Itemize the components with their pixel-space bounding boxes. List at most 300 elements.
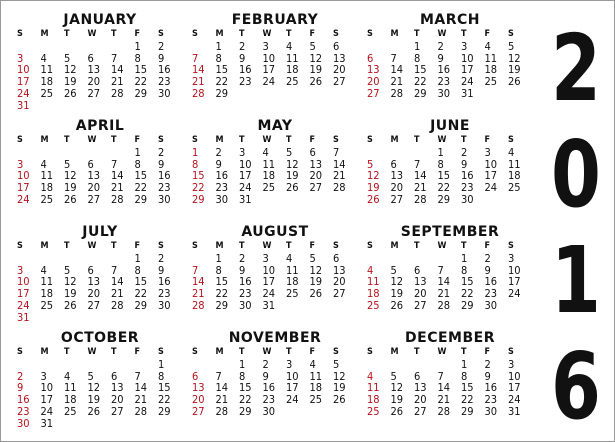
day-cell: 9 (158, 51, 165, 65)
empty-cell (367, 359, 391, 371)
day-cell: 20 (333, 63, 346, 77)
day-cell: 15 (134, 275, 148, 289)
day-cell: 25 (367, 404, 380, 418)
day-cell: 13 (414, 275, 427, 289)
month-name: FEBRUARY (231, 12, 319, 28)
day-cell: 6 (333, 251, 340, 265)
day-cell: 21 (111, 287, 124, 301)
day-cell: 2 (484, 357, 491, 371)
weekday-header: W (262, 241, 272, 251)
day-grid (17, 241, 188, 324)
day-cell: 30 (484, 298, 498, 312)
day-cell: 31 (262, 298, 276, 312)
day-cell: 22 (461, 393, 474, 407)
day-cell: 10 (40, 381, 54, 395)
weekday-header: S (367, 241, 373, 251)
day-cell: 5 (390, 369, 397, 383)
day-cell: 18 (40, 181, 54, 195)
day-cell: 6 (87, 157, 94, 171)
empty-cell (111, 41, 135, 53)
day-cell: 30 (484, 404, 498, 418)
day-cell: 27 (111, 404, 124, 418)
day-cell: 4 (484, 39, 491, 53)
day-cell: 8 (215, 263, 222, 277)
day-cell: 2 (437, 39, 444, 53)
day-cell: 3 (484, 145, 491, 159)
weekday-header: M (390, 135, 399, 145)
day-cell: 21 (390, 75, 404, 89)
day-cell: 2 (239, 251, 246, 265)
empty-cell (64, 41, 88, 53)
day-cell: 10 (262, 51, 276, 65)
weekday-header: T (239, 29, 245, 39)
month-august (188, 223, 363, 327)
empty-cell (17, 41, 41, 53)
day-cell: 11 (286, 263, 299, 277)
weekday-header: T (64, 29, 70, 39)
weekday-header: T (111, 135, 117, 145)
day-cell: 30 (262, 404, 276, 418)
empty-cell (111, 147, 135, 159)
weekday-header: W (437, 135, 447, 145)
weekday-header: W (87, 347, 97, 357)
weekday-header: W (87, 241, 97, 251)
day-cell: 26 (286, 181, 299, 195)
month-name: SEPTEMBER (400, 224, 500, 240)
day-cell: 27 (367, 86, 380, 100)
day-cell: 29 (134, 298, 148, 312)
day-cell: 23 (262, 393, 276, 407)
day-cell: 25 (484, 75, 498, 89)
day-cell: 5 (64, 51, 71, 65)
month-name: APRIL (75, 118, 125, 134)
day-cell: 9 (262, 369, 269, 383)
day-cell: 13 (414, 381, 427, 395)
day-cell: 5 (333, 357, 340, 371)
empty-cell (192, 253, 216, 265)
day-cell: 13 (87, 169, 101, 183)
day-cell: 21 (192, 287, 205, 301)
day-cell: 10 (17, 169, 30, 183)
day-cell: 12 (390, 275, 404, 289)
day-cell: 3 (17, 51, 24, 65)
year-digit: 0 (551, 121, 601, 228)
weekday-header: W (87, 135, 97, 145)
day-cell: 12 (508, 51, 521, 65)
month-name: JULY (82, 224, 118, 240)
day-cell: 11 (262, 157, 276, 171)
day-cell: 28 (192, 298, 205, 312)
day-cell: 1 (239, 357, 246, 371)
day-cell: 31 (17, 310, 30, 324)
day-cell: 17 (17, 287, 30, 301)
day-cell: 24 (262, 75, 276, 89)
day-cell: 31 (508, 404, 521, 418)
day-cell: 29 (215, 86, 229, 100)
day-cell: 30 (17, 416, 30, 430)
weekday-header: S (17, 241, 23, 251)
weekday-header: T (461, 241, 467, 251)
day-cell: 22 (134, 287, 148, 301)
day-cell: 16 (215, 169, 229, 183)
day-cell: 10 (262, 263, 276, 277)
day-cell: 19 (367, 181, 380, 195)
day-cell: 16 (158, 275, 171, 289)
day-cell: 16 (158, 169, 171, 183)
day-cell: 8 (215, 51, 222, 65)
empty-cell (414, 359, 438, 371)
day-cell: 29 (215, 298, 229, 312)
empty-cell (192, 41, 216, 53)
weekday-header: S (508, 347, 514, 357)
day-cell: 16 (158, 63, 171, 77)
day-cell: 21 (215, 393, 229, 407)
day-cell: 23 (437, 75, 451, 89)
day-cell: 11 (40, 169, 54, 183)
month-october (13, 329, 188, 433)
day-cell: 4 (40, 51, 47, 65)
day-cell: 7 (111, 51, 118, 65)
day-cell: 26 (333, 393, 346, 407)
weekday-header: F (309, 135, 316, 145)
day-cell: 3 (262, 251, 269, 265)
weekday-header: M (215, 29, 224, 39)
day-cell: 11 (64, 381, 77, 395)
day-cell: 17 (508, 381, 521, 395)
empty-cell (216, 359, 240, 371)
day-cell: 3 (286, 357, 293, 371)
day-cell: 21 (437, 287, 451, 301)
day-grid (17, 29, 188, 112)
day-cell: 31 (239, 192, 252, 206)
empty-cell (135, 359, 159, 371)
day-cell: 14 (437, 275, 451, 289)
month-march (363, 11, 538, 115)
day-cell: 4 (508, 145, 515, 159)
weekday-header: T (414, 241, 420, 251)
day-cell: 15 (134, 63, 148, 77)
day-cell: 11 (367, 275, 380, 289)
day-cell: 30 (461, 192, 474, 206)
day-cell: 14 (437, 381, 451, 395)
day-cell: 9 (17, 381, 24, 395)
month-name: OCTOBER (60, 330, 140, 346)
day-cell: 20 (111, 393, 124, 407)
day-cell: 18 (508, 169, 521, 183)
day-cell: 26 (309, 287, 323, 301)
day-grid (367, 241, 538, 312)
day-cell: 10 (484, 157, 498, 171)
day-cell: 1 (192, 145, 199, 159)
weekday-header: M (215, 135, 224, 145)
day-cell: 17 (484, 169, 498, 183)
day-cell: 21 (437, 393, 451, 407)
weekday-header: F (484, 29, 491, 39)
year-digit: 6 (551, 333, 601, 440)
weekday-header: S (192, 135, 198, 145)
weekday-header: T (64, 347, 70, 357)
empty-cell (41, 253, 65, 265)
day-cell: 4 (367, 263, 374, 277)
weekday-header: M (390, 29, 399, 39)
day-cell: 25 (64, 404, 77, 418)
day-cell: 6 (309, 145, 316, 159)
day-cell: 12 (286, 157, 299, 171)
day-cell: 29 (134, 192, 148, 206)
weekday-header: S (508, 135, 514, 145)
year-vertical (541, 15, 611, 440)
day-cell: 26 (64, 298, 77, 312)
empty-cell (192, 359, 216, 371)
weekday-header: S (158, 347, 164, 357)
day-cell: 7 (333, 145, 340, 159)
day-cell: 13 (390, 169, 404, 183)
weekday-header: T (286, 135, 292, 145)
day-cell: 3 (262, 39, 269, 53)
month-name: JUNE (430, 118, 470, 134)
day-cell: 19 (508, 63, 521, 77)
empty-cell (367, 253, 391, 265)
day-cell: 1 (134, 251, 141, 265)
day-cell: 2 (215, 145, 222, 159)
weekday-header: S (192, 29, 198, 39)
day-cell: 1 (414, 39, 421, 53)
day-cell: 10 (286, 369, 299, 383)
weekday-header: T (461, 135, 467, 145)
day-cell: 5 (390, 263, 397, 277)
day-cell: 1 (461, 251, 468, 265)
weekday-header: T (414, 29, 420, 39)
day-cell: 2 (158, 39, 165, 53)
day-cell: 3 (508, 251, 515, 265)
year-digit: 1 (551, 227, 601, 334)
day-cell: 22 (414, 75, 427, 89)
day-cell: 12 (390, 381, 404, 395)
day-cell: 14 (414, 169, 427, 183)
day-cell: 6 (390, 157, 397, 171)
weekday-header: M (215, 241, 224, 251)
day-cell: 15 (215, 63, 229, 77)
weekday-header: T (286, 347, 292, 357)
day-cell: 29 (437, 192, 451, 206)
weekday-header: M (390, 347, 399, 357)
day-cell: 8 (414, 51, 421, 65)
day-cell: 23 (158, 287, 171, 301)
weekday-header: M (390, 241, 399, 251)
day-cell: 16 (17, 393, 30, 407)
day-cell: 27 (390, 192, 404, 206)
empty-cell (391, 41, 415, 53)
month-may (188, 117, 363, 221)
day-cell: 20 (87, 181, 101, 195)
day-cell: 17 (239, 169, 252, 183)
day-cell: 20 (367, 75, 380, 89)
month-name: AUGUST (241, 224, 309, 240)
weekday-header: S (508, 29, 514, 39)
month-name: JANUARY (63, 12, 137, 28)
day-cell: 21 (111, 181, 124, 195)
day-cell: 9 (239, 51, 246, 65)
day-cell: 3 (17, 157, 24, 171)
empty-cell (414, 253, 438, 265)
day-cell: 24 (508, 287, 521, 301)
day-cell: 23 (461, 181, 474, 195)
day-cell: 17 (508, 275, 521, 289)
day-cell: 17 (286, 381, 299, 395)
day-grid (192, 29, 363, 100)
day-cell: 15 (158, 381, 171, 395)
day-grid (17, 135, 188, 206)
day-cell: 11 (484, 51, 498, 65)
day-cell: 31 (40, 416, 54, 430)
day-cell: 10 (508, 263, 521, 277)
day-cell: 9 (437, 51, 444, 65)
month-april (13, 117, 188, 221)
weekday-header: T (461, 347, 467, 357)
day-cell: 15 (461, 275, 474, 289)
day-cell: 29 (158, 404, 171, 418)
day-cell: 31 (461, 86, 474, 100)
day-cell: 18 (64, 393, 77, 407)
day-cell: 1 (215, 251, 222, 265)
day-cell: 1 (215, 39, 222, 53)
day-cell: 26 (64, 86, 77, 100)
day-cell: 3 (40, 369, 47, 383)
day-cell: 30 (158, 86, 171, 100)
day-cell: 24 (461, 75, 474, 89)
empty-cell (367, 41, 391, 53)
weekday-header: M (40, 135, 49, 145)
empty-cell (17, 147, 41, 159)
day-cell: 20 (333, 275, 346, 289)
day-cell: 17 (17, 181, 30, 195)
day-cell: 28 (414, 192, 427, 206)
day-cell: 25 (508, 181, 521, 195)
weekday-header: T (64, 135, 70, 145)
day-cell: 16 (262, 381, 276, 395)
day-cell: 16 (239, 275, 252, 289)
day-cell: 10 (508, 369, 521, 383)
weekday-header: S (158, 241, 164, 251)
weekday-header: S (17, 135, 23, 145)
empty-cell (64, 147, 88, 159)
weekday-header: W (437, 241, 447, 251)
month-january (13, 11, 188, 115)
day-cell: 20 (414, 393, 427, 407)
day-cell: 28 (437, 298, 451, 312)
day-cell: 12 (64, 169, 77, 183)
weekday-header: T (111, 29, 117, 39)
day-cell: 27 (87, 298, 101, 312)
day-cell: 11 (508, 157, 521, 171)
empty-cell (64, 253, 88, 265)
month-july (13, 223, 188, 327)
weekday-header: F (309, 347, 316, 357)
day-cell: 8 (192, 157, 199, 171)
month-name: NOVEMBER (228, 330, 322, 346)
day-cell: 4 (262, 145, 269, 159)
day-cell: 5 (367, 157, 374, 171)
day-cell: 24 (286, 393, 299, 407)
day-cell: 13 (309, 157, 323, 171)
empty-cell (41, 147, 65, 159)
day-cell: 13 (87, 275, 101, 289)
empty-cell (438, 253, 462, 265)
day-cell: 28 (390, 86, 404, 100)
day-cell: 20 (414, 287, 427, 301)
day-cell: 5 (309, 251, 316, 265)
day-cell: 29 (239, 404, 252, 418)
day-grid (192, 347, 363, 418)
day-cell: 19 (64, 287, 77, 301)
day-cell: 7 (134, 369, 141, 383)
day-cell: 27 (333, 287, 346, 301)
day-cell: 23 (484, 287, 498, 301)
day-cell: 22 (215, 75, 229, 89)
day-cell: 7 (414, 157, 421, 171)
day-cell: 24 (17, 298, 30, 312)
day-cell: 23 (239, 287, 252, 301)
day-cell: 29 (461, 298, 474, 312)
day-cell: 16 (437, 63, 451, 77)
day-cell: 25 (262, 181, 276, 195)
weekday-header: F (484, 241, 491, 251)
day-cell: 15 (215, 275, 229, 289)
day-grid (367, 135, 538, 206)
weekday-header: W (437, 347, 447, 357)
day-cell: 22 (192, 181, 205, 195)
day-cell: 14 (192, 63, 205, 77)
day-cell: 13 (333, 51, 346, 65)
day-cell: 8 (134, 263, 141, 277)
day-cell: 26 (390, 298, 404, 312)
empty-cell (111, 253, 135, 265)
day-cell: 24 (262, 287, 276, 301)
empty-cell (438, 359, 462, 371)
day-cell: 8 (158, 369, 165, 383)
day-cell: 8 (134, 51, 141, 65)
day-cell: 26 (309, 75, 323, 89)
weekday-header: F (134, 347, 141, 357)
empty-cell (111, 359, 135, 371)
day-cell: 28 (215, 404, 229, 418)
empty-cell (414, 147, 438, 159)
day-cell: 8 (239, 369, 246, 383)
day-cell: 13 (87, 63, 101, 77)
weekday-header: S (367, 347, 373, 357)
weekday-header: W (262, 29, 272, 39)
day-cell: 16 (484, 381, 498, 395)
day-cell: 6 (367, 51, 374, 65)
day-cell: 11 (286, 51, 299, 65)
day-cell: 2 (262, 357, 269, 371)
weekday-header: S (508, 241, 514, 251)
weekday-header: T (239, 241, 245, 251)
day-cell: 23 (158, 181, 171, 195)
day-cell: 19 (64, 181, 77, 195)
day-cell: 12 (309, 51, 323, 65)
day-cell: 30 (158, 192, 171, 206)
day-cell: 10 (461, 51, 474, 65)
day-cell: 19 (64, 75, 77, 89)
day-cell: 9 (158, 263, 165, 277)
day-cell: 6 (333, 39, 340, 53)
day-cell: 17 (262, 63, 276, 77)
day-cell: 23 (215, 181, 229, 195)
day-cell: 31 (17, 98, 30, 112)
empty-cell (391, 359, 415, 371)
weekday-header: F (484, 347, 491, 357)
